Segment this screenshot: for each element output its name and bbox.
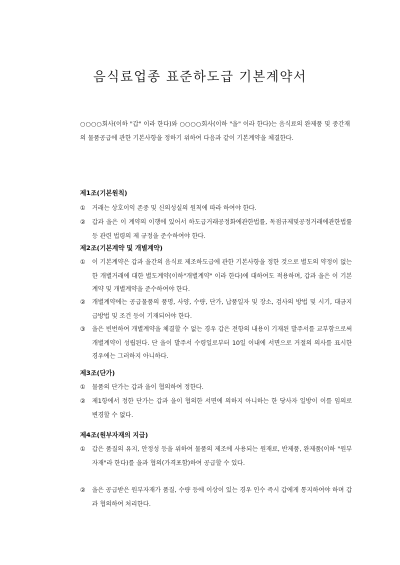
item-number: ② <box>80 487 86 494</box>
list-item <box>80 381 352 395</box>
item-number: ② <box>80 398 86 405</box>
item-text: 물품의 단가는 갑과 을이 협의하여 정한다. <box>92 384 204 391</box>
list-item <box>80 484 352 511</box>
list-item <box>80 202 352 216</box>
item-text: 갑은 품질의 유지, 안정성 등을 위하여 물품의 제조에 사용되는 원재료, 반제품, 완제품(이하 "원부자재"라 한다)를 을과 협의(가격포함)하여 공급할 수 있다. <box>92 446 352 467</box>
item-number: ① <box>80 259 86 266</box>
item-text: 갑과 을은 이 계약의 이행에 있어서 하도급거래공정화에관한법률, 독점규제및공정거래에관한법률 등 관련 법령의 제 규정을 준수하여야 한다. <box>92 219 352 240</box>
item-number: ① <box>80 446 86 453</box>
section-title: 제2조(기본계약 및 개별계약) <box>80 244 163 252</box>
list-item <box>80 443 352 470</box>
list-item <box>80 216 352 243</box>
item-text: 개별계약에는 공급물품의 품명, 사양, 수량, 단가, 납품일자 및 장소, 검사의 방법 및 시기, 대금지급방법 및 조건 등이 기재되어야 한다. <box>92 299 352 320</box>
item-text: 이 기본계약은 갑과 을간의 음식료 제조하도급에 관한 기본사항을 정한 것으로 별도의 약정이 없는 한 개별거래에 대한 별도계약(이하"개별계약" 이라 한다)에 대하여도 적용하며, 갑과 을은 이 기본계약 및 개별계약을 준수하여야 한다. <box>92 259 352 293</box>
item-text: 을은 빈번하여 개별계약을 체결할 수 없는 경우 갑은 전항의 내용이 기재된 발주서를 교부함으로써 개별계약이 성립된다. 단 을이 발주서 수령일로부터 10일 이내에 서면으로 거절의 의사를 표시한 경우에는 그러하지 아니하다. <box>92 326 352 360</box>
section-title: 제3조(단가) <box>80 369 115 377</box>
item-text: 을은 공급받은 원부자재가 품질, 수량 등에 이상이 있는 경우 인수 즉시 갑에게 통지하여야 하며 갑과 협의하여 처리한다. <box>92 487 352 508</box>
item-number: ① <box>80 384 86 391</box>
section-title: 제1조(기본원칙) <box>80 189 128 197</box>
item-text: 거래는 상호이익 존중 및 신의성실의 원칙에 따라 하여야 한다. <box>92 205 257 212</box>
list-item <box>80 296 352 323</box>
section-title: 제4조(원부자재의 지급) <box>80 431 149 439</box>
item-number: ③ <box>80 326 86 333</box>
list-item <box>80 323 352 364</box>
intro-paragraph: ○○○○회사(이하 "갑" 이라 한다)와 ○○○○회사(이하 "을" 이라 한다)는 음식료의 완제품 및 중간재의 물품공급에 관한 기본사항을 정하기 위하여 다음과 같이 기본계약을 체결한다. <box>80 121 350 142</box>
item-number: ① <box>80 205 86 212</box>
list-item <box>80 256 352 297</box>
list-item <box>80 395 352 422</box>
item-text: 제1항에서 정한 단가는 갑과 을이 협의한 서면에 의하지 아니하는 한 당사자 일방이 이를 임의로 변경할 수 없다. <box>92 398 352 419</box>
document-title: 음식료업종 표준하도급 기본계약서 <box>93 70 307 85</box>
item-number: ② <box>80 219 86 226</box>
item-number: ② <box>80 299 86 306</box>
